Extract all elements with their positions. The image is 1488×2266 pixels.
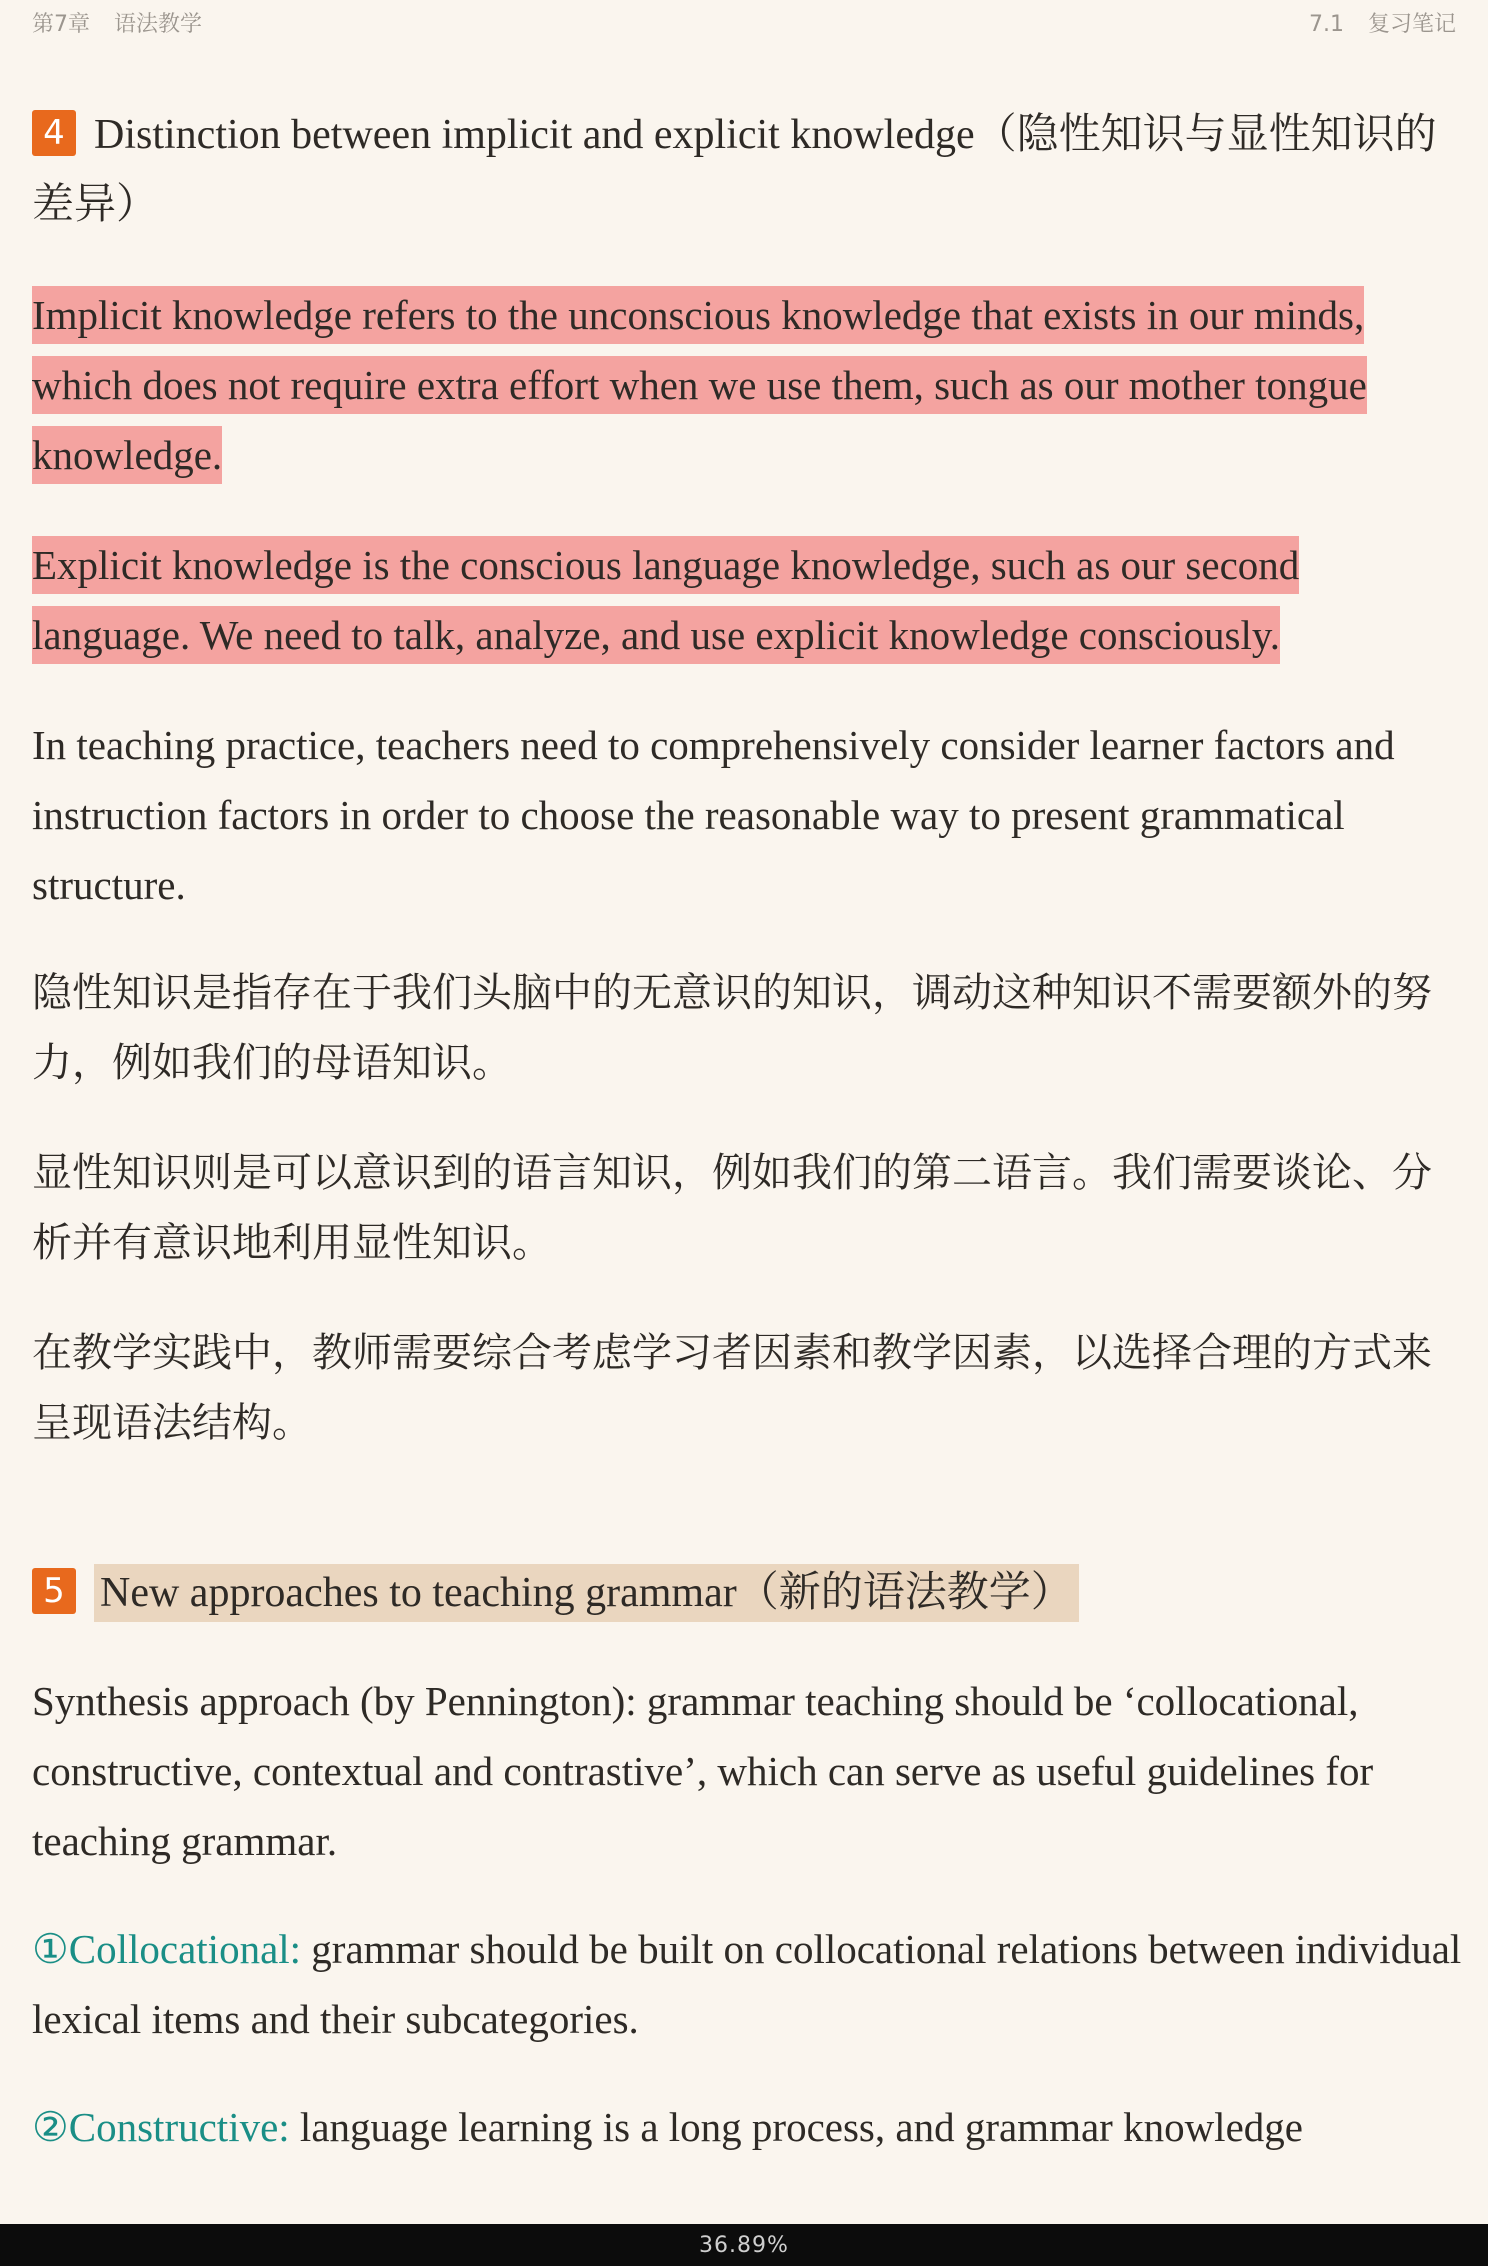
constructive-item[interactable] (32, 2092, 1462, 2162)
collocational-label: ①Collocational: (32, 1926, 302, 1972)
running-header (32, 6, 1456, 38)
section-number: 7.1 (1308, 11, 1344, 37)
teaching-practice-cn[interactable]: 在教学实践中，教师需要综合考虑学习者因素和教学因素，以选择合理的方式来呈现语法结构。 (32, 1330, 1432, 1446)
implicit-knowledge-cn[interactable]: 隐性知识是指存在于我们头脑中的无意识的知识，调动这种知识不需要额外的努力，例如我们的母语知识。 (32, 970, 1432, 1086)
section-info (1309, 7, 1456, 38)
section-5-number-badge: 5 (32, 1568, 76, 1614)
synthesis-approach-paragraph[interactable]: Synthesis approach (by Pennington): grammar teaching should be ‘collocational, constructive, contextual and contrastive’, which can serve as useful guidelines for teaching grammar. (32, 1678, 1374, 1864)
reading-progress-bar (0, 2224, 1488, 2266)
section-4-title: Distinction between implicit and explicit knowledge（隐性知识与显性知识的差异） (32, 112, 1437, 228)
highlight-implicit[interactable]: Implicit knowledge refers to the unconscious knowledge that exists in our minds, which does not require extra effort when we use them, such as our mother tongue knowledge. (32, 286, 1367, 484)
chapter-title: 语法教学 (114, 11, 203, 37)
page-content[interactable] (32, 100, 1462, 2162)
constructive-label: ②Constructive: (32, 2104, 290, 2150)
section-4-number-badge: 4 (32, 110, 76, 156)
collocational-text: grammar should be built on collocational relations between individual lexical items and their subcategories. (32, 1926, 1462, 2042)
teaching-practice-paragraph[interactable]: In teaching practice, teachers need to comprehensively consider learner factors and instruction factors in order to choose the reasonable way to present grammatical structure. (32, 722, 1395, 908)
chapter-number: 第7章 (32, 11, 90, 37)
section-5-title[interactable]: New approaches to teaching grammar（新的语法教学） (94, 1564, 1079, 1622)
explicit-knowledge-cn[interactable]: 显性知识则是可以意识到的语言知识，例如我们的第二语言。我们需要谈论、分析并有意识地利用显性知识。 (32, 1150, 1432, 1266)
collocational-item[interactable] (32, 1914, 1462, 2054)
chapter-info (32, 7, 202, 38)
section-4-heading (32, 100, 1462, 240)
constructive-text: language learning is a long process, and grammar knowledge (289, 2104, 1303, 2150)
explicit-knowledge-paragraph[interactable] (32, 530, 1462, 670)
section-title: 复习笔记 (1367, 11, 1456, 37)
implicit-knowledge-paragraph[interactable] (32, 280, 1462, 490)
section-5-heading (32, 1558, 1462, 1628)
highlight-explicit[interactable]: Explicit knowledge is the conscious language knowledge, such as our second language. We need to talk, analyze, and use explicit knowledge consciously. (32, 536, 1299, 664)
reading-progress-percent: 36.89% (699, 2232, 789, 2258)
